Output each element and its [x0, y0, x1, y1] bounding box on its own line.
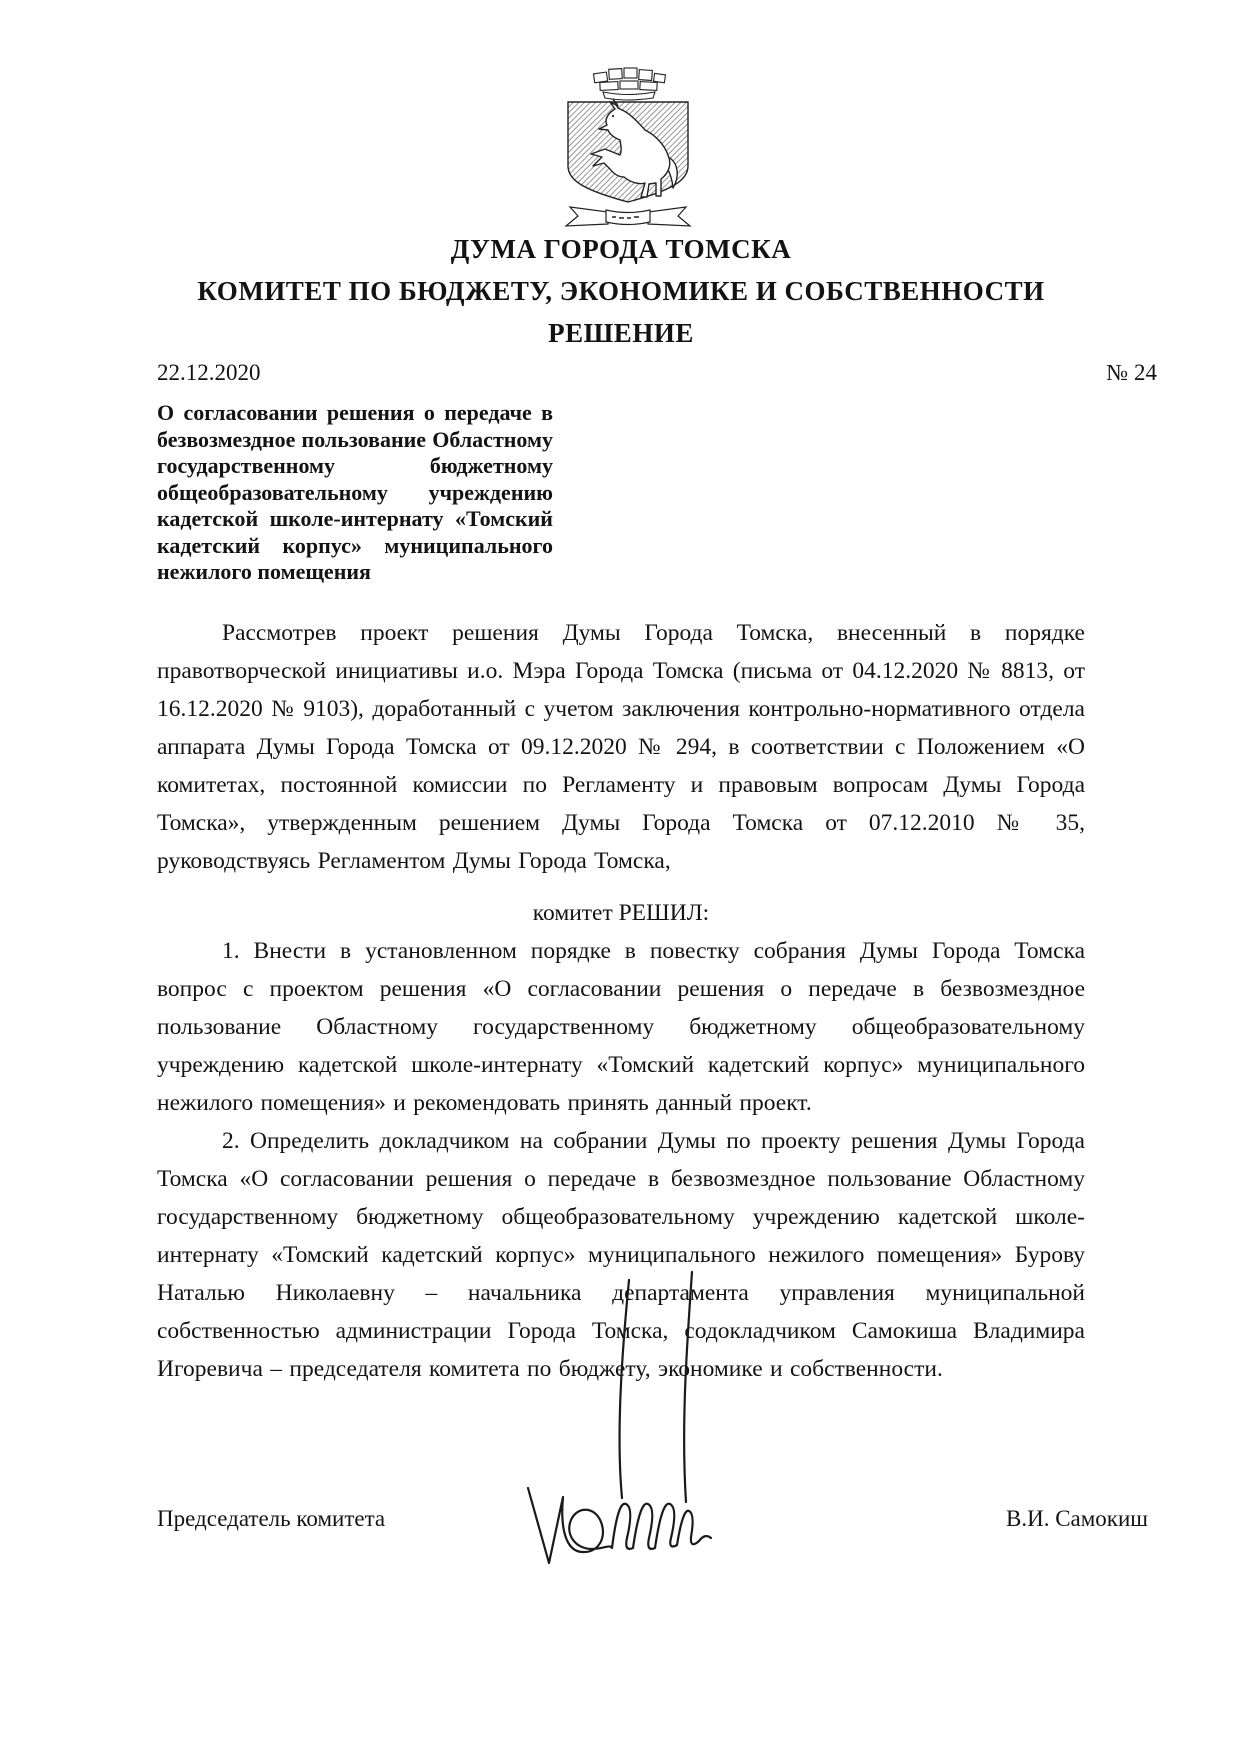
organization-name: ДУМА ГОРОДА ТОМСКА: [450, 234, 792, 264]
document-title: О согласовании решения о передаче в безвозмездное пользование Областному государственному бюджетному общеобразовательному учреждению кадетской школе-интернату «Томский кадетский корпус» муниципального нежилого помещения: [157, 400, 553, 584]
document-type: РЕШЕНИЕ: [548, 318, 694, 348]
document-content: [157, 0, 1157, 1388]
committee-name: КОМИТЕТ ПО БЮДЖЕТУ, ЭКОНОМИКЕ И СОБСТВЕННОСТИ: [197, 276, 1045, 306]
preamble-paragraph: Рассмотрев проект решения Думы Города Томска, внесенный в порядке правотворческой инициативы и.о. Мэра Города Томска (письма от 04.12.2020 № 8813, от 16.12.2020 № 9103), доработанный с учетом заключения контрольно-нормативного отдела аппарата Думы Города Томска от 09.12.2020 № 294, в соответствии с Положением «О комитетах, постоянной комиссии по Регламенту и правовым вопросам Думы Города Томска», утвержденным решением Думы Города Томска от 07.12.2010 № 35, руководствуясь Регламентом Думы Города Томска,: [157, 619, 1085, 874]
signatory-position: Председатель комитета: [157, 1506, 386, 1531]
document-date: 22.12.2020: [157, 360, 261, 385]
resolution-item-1: 1. Внести в установленном порядке в повестку собрания Думы Города Томска вопрос с проектом решения «О согласовании решения о передаче в безвозмездное пользование Областному государственному бюджетному общеобразовательному учреждению кадетской школе-интернату «Томский кадетский корпус» муниципального нежилого помещения» и рекомендовать принять данный проект.: [157, 937, 1085, 1116]
resolution-heading: комитет РЕШИЛ:: [532, 899, 710, 926]
signatory-name: В.И. Самокиш: [1006, 1506, 1148, 1531]
resolution-item-2: 2. Определить докладчиком на собрании Думы по проекту решения Думы Города Томска «О согласовании решения о передаче в безвозмездное пользование Областному государственному бюджетному общеобразовательному учреждению кадетской школе-интернату «Томский кадетский корпус» муниципального нежилого помещения» Бурову Наталью Николаевну – начальника департамента управления муниципальной собственностью администрации Города Томска, содокладчиком Самокиша Владимира Игоревича – председателя комитета по бюджету, экономике и собственности.: [157, 1127, 1085, 1382]
document-number: № 24: [1106, 360, 1157, 385]
